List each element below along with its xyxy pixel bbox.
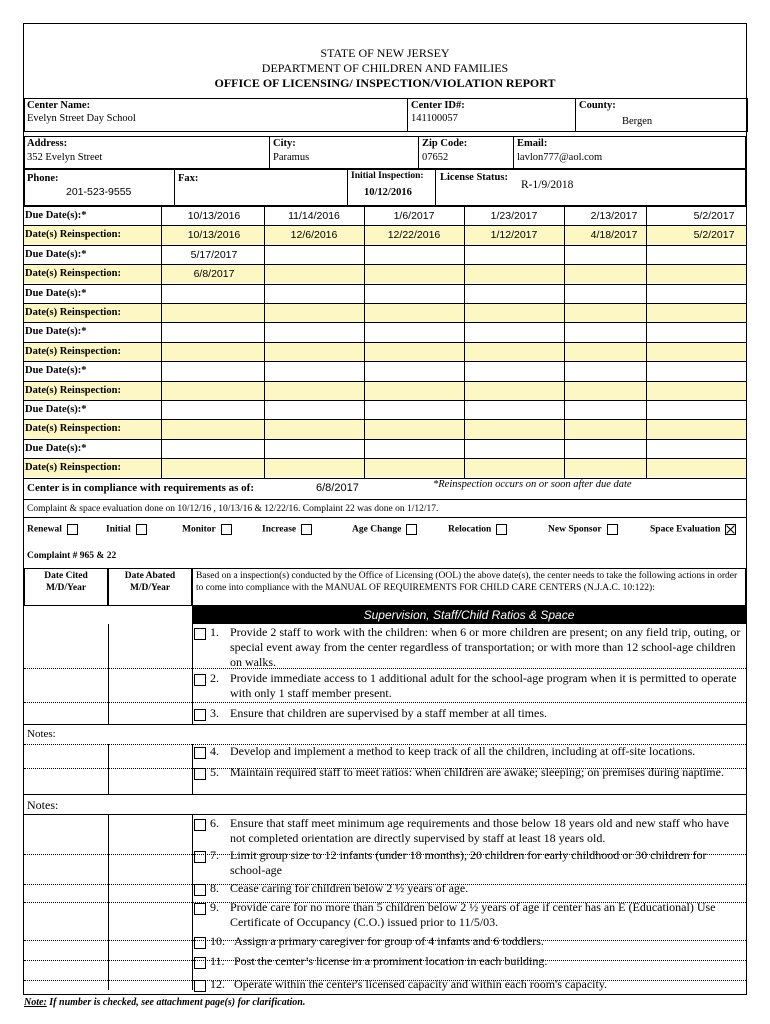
date-cell[interactable]: 12/22/2016: [387, 229, 441, 242]
requirement-item: [194, 816, 742, 846]
grid-rule: [24, 702, 746, 703]
requirement-checkbox[interactable]: [194, 903, 206, 915]
requirement-checkbox[interactable]: [194, 628, 206, 640]
date-cell[interactable]: 1/6/2017: [393, 210, 435, 222]
requirement-item: [194, 977, 742, 995]
state-header: STATE OF NEW JERSEY: [320, 46, 450, 60]
address-value: 352 Evelyn Street: [27, 152, 103, 163]
evaluation-type-label: Initial: [106, 524, 131, 535]
evaluation-type-label: Renewal: [27, 524, 62, 535]
requirement-item: [194, 744, 742, 762]
requirement-number: 12.: [210, 977, 225, 991]
reinspection-label: Date(s) Reinspection:: [25, 423, 121, 435]
requirement-checkbox[interactable]: [194, 957, 206, 969]
due-date-row: [24, 284, 746, 303]
requirement-checkbox[interactable]: [194, 747, 206, 759]
requirement-item: [194, 934, 742, 952]
date-cell[interactable]: 12/6/2016: [290, 229, 338, 242]
requirement-text: Operate within the center's licensed capacity and within each room's capacity.: [234, 977, 608, 991]
due-date-row: [24, 439, 746, 458]
requirement-number: 8.: [210, 881, 219, 895]
requirement-checkbox[interactable]: [194, 980, 206, 992]
due-date-row: [24, 245, 746, 264]
date-cell[interactable]: 1/12/2017: [490, 229, 538, 242]
reinspection-label: Date(s) Reinspection:: [25, 345, 121, 357]
reinspection-row: [24, 225, 746, 244]
evaluation-type-7: [650, 524, 736, 535]
compliance-label: Center is in compliance with requirements as of:: [27, 482, 255, 494]
initial-inspection-value: 10/12/2016: [364, 187, 412, 198]
evaluation-checkbox[interactable]: [406, 524, 417, 535]
date-cell[interactable]: 10/13/2016: [187, 210, 241, 222]
reinspection-row: [24, 303, 746, 322]
center-id-value: 141100057: [411, 113, 458, 124]
evaluation-checkbox[interactable]: [607, 524, 618, 535]
requirement-number: 9.: [210, 900, 219, 914]
date-cell[interactable]: 10/13/2016: [187, 229, 241, 242]
evaluation-type-6: [548, 524, 618, 535]
grid-rule: [24, 814, 746, 815]
requirement-item: [194, 954, 742, 972]
requirement-text: Ensure that staff meet minimum age requirements and those below 18 years old and new staff who have not completed orientation are directly supervised by staff at least 18 years old.: [230, 816, 730, 845]
requirement-number: 6.: [210, 816, 219, 830]
date-cell[interactable]: 6/8/2017: [193, 268, 235, 281]
date-cited-label: Date Cited M/D/Year: [44, 571, 88, 593]
requirement-text: Develop and implement a method to keep track of all the children, including at off-site locations.: [230, 744, 696, 758]
requirement-number: 4.: [210, 744, 219, 758]
requirement-text: Cease caring for children below 2 ½ years of age.: [230, 881, 469, 895]
requirement-number: 11.: [210, 954, 225, 968]
evaluation-types: [24, 524, 746, 540]
requirement-text: Limit group size to 12 infants (under 18 months), 20 children for early childhood or 30 children for school-age: [230, 848, 707, 877]
center-id-label: Center ID#:: [411, 100, 465, 111]
due-date-row: [24, 400, 746, 419]
requirement-item: [194, 765, 742, 795]
due-date-label: Due Date(s):*: [25, 287, 87, 299]
requirement-item: [194, 881, 742, 899]
date-abated-label: Date Abated M/D/Year: [124, 571, 176, 593]
requirement-number: 10.: [210, 934, 225, 948]
requirement-number: 1.: [210, 625, 219, 639]
evaluation-type-label: New Sponsor: [548, 524, 602, 535]
compliance-date: 6/8/2017: [316, 482, 359, 494]
evaluation-type-4: [352, 524, 417, 535]
requirement-text: Maintain required staff to meet ratios: when children are awake; sleeping; on premises during naptime.: [230, 765, 724, 779]
department-header: DEPARTMENT OF CHILDREN AND FAMILIES: [261, 61, 509, 75]
reinspection-row: [24, 458, 746, 477]
evaluation-checkbox[interactable]: [221, 524, 232, 535]
complaint-number: Complaint # 965 & 22: [27, 551, 117, 561]
due-date-row: [24, 322, 746, 341]
date-cell[interactable]: 5/2/2017: [693, 210, 735, 222]
license-status-value: R-1/9/2018: [521, 179, 574, 191]
evaluation-type-label: Increase: [262, 524, 297, 535]
requirement-text: Provide immediate access to 1 additional adult for the school-age program when it is permitted to operate with only 1 staff member present.: [230, 671, 737, 700]
date-cell[interactable]: 5/2/2017: [693, 229, 735, 242]
date-cell[interactable]: 2/13/2017: [590, 210, 638, 222]
requirement-checkbox[interactable]: [194, 768, 206, 780]
report-page: [23, 23, 747, 995]
evaluation-type-3: [262, 524, 312, 535]
initial-inspection-label: Initial Inspection:: [351, 171, 424, 181]
evaluation-type-2: [182, 524, 232, 535]
city-value: Paramus: [273, 152, 310, 163]
requirement-checkbox[interactable]: [194, 937, 206, 949]
requirement-text: Assign a primary caregiver for group of 4 infants and 6 toddlers.: [234, 934, 544, 948]
requirement-checkbox[interactable]: [194, 884, 206, 896]
evaluation-type-label: Age Change: [352, 524, 402, 535]
email-label: Email:: [517, 138, 548, 149]
due-date-label: Due Date(s):*: [25, 210, 87, 221]
requirement-checkbox[interactable]: [194, 819, 206, 831]
requirement-text: Provide 2 staff to work with the children: when 6 or more children are present; on any field trip, outing, or special event away from the center regardless of transportation; or with more than 12 school-age children on walks.: [230, 625, 741, 669]
grid-divider: [108, 744, 109, 794]
requirement-number: 5.: [210, 765, 219, 779]
requirement-number: 3.: [210, 706, 219, 720]
date-cell[interactable]: 4/18/2017: [590, 229, 638, 242]
evaluation-type-label: Space Evaluation: [650, 524, 721, 535]
reinspection-note: *Reinspection occurs on or soon after due date: [433, 479, 632, 490]
county-value: Bergen: [622, 116, 653, 127]
grid-divider: [192, 744, 193, 794]
date-cell[interactable]: 5/17/2017: [190, 248, 238, 261]
requirement-text: Provide care for no more than 5 children below 2 ½ years of age if center has an E (Educational) Use Certificate of Occupancy (C.O.) issued prior to 11/5/03.: [230, 900, 716, 929]
license-status-label: License Status:: [440, 172, 508, 183]
phone-label: Phone:: [27, 173, 59, 184]
evaluation-type-label: Relocation: [448, 524, 492, 535]
notes-label-2: Notes:: [27, 798, 59, 812]
evaluation-type-0: [27, 524, 78, 535]
requirement-item: [194, 625, 742, 670]
reinspection-label: Date(s) Reinspection:: [25, 384, 121, 396]
due-date-label: Due Date(s):*: [25, 248, 87, 260]
fax-label: Fax:: [178, 173, 199, 184]
reinspection-row: [24, 381, 746, 400]
center-name-label: Center Name:: [27, 100, 91, 111]
footer-note-label: Note:: [24, 997, 47, 1008]
requirement-text: Ensure that children are supervised by a staff member at all times.: [230, 706, 548, 720]
requirement-item: [194, 671, 742, 701]
date-cell[interactable]: 1/23/2017: [490, 210, 538, 222]
evaluation-checkbox[interactable]: [136, 524, 147, 535]
footer-note-text: If number is checked, see attachment page(s) for clarification.: [49, 997, 306, 1008]
email-value: lavlon777@aol.com: [517, 152, 603, 163]
intro-text: Based on a inspection(s) conducted by the Office of Licensing (OOL) the above date(s), the center needs to take the following actions in order to come into compliance with the MANUAL OF REQUIREMENTS FOR CHILD CARE CENTERS (N.J.A.C. 10:122):: [196, 571, 738, 593]
requirement-item: [194, 848, 742, 878]
reinspection-label: Date(s) Reinspection:: [25, 229, 121, 241]
due-date-label: Due Date(s):*: [25, 404, 87, 415]
report-title: OFFICE OF LICENSING/ INSPECTION/VIOLATION REPORT: [214, 76, 556, 90]
section-title: Supervision, Staff/Child Ratios & Space: [192, 606, 746, 624]
notes-label-1: Notes:: [27, 728, 56, 740]
zip-value: 07652: [422, 152, 449, 163]
reinspection-row: [24, 264, 746, 283]
evaluation-checkbox[interactable]: [67, 524, 78, 535]
due-date-label: Due Date(s):*: [25, 365, 87, 377]
reinspection-label: Date(s) Reinspection:: [25, 268, 121, 280]
reinspection-label: Date(s) Reinspection:: [25, 462, 121, 474]
address-row: [24, 136, 746, 169]
reinspection-label: Date(s) Reinspection:: [25, 307, 121, 318]
city-label: City:: [273, 138, 296, 149]
date-cell[interactable]: 11/14/2016: [288, 210, 340, 222]
due-date-row: [24, 361, 746, 380]
due-date-label: Due Date(s):*: [25, 326, 87, 338]
requirement-item: [194, 900, 742, 930]
requirement-checkbox[interactable]: [194, 851, 206, 863]
requirement-checkbox[interactable]: [194, 674, 206, 686]
evaluation-checkbox[interactable]: [496, 524, 507, 535]
evaluation-type-label: Monitor: [182, 524, 216, 535]
evaluation-type-5: [448, 524, 507, 535]
due-date-row: [24, 206, 746, 225]
reinspection-row: [24, 419, 746, 438]
address-label: Address:: [27, 138, 68, 149]
requirement-checkbox[interactable]: [194, 709, 206, 721]
phone-value: 201-523-9555: [66, 186, 132, 198]
zip-label: Zip Code:: [422, 138, 468, 149]
footer-note: [24, 997, 305, 1008]
grid-divider: [108, 624, 109, 724]
evaluation-checkbox[interactable]: [301, 524, 312, 535]
requirement-item: [194, 706, 742, 724]
evaluation-checkbox[interactable]: [725, 524, 736, 535]
requirement-number: 2.: [210, 671, 219, 685]
grid-rule: [24, 724, 746, 725]
complaint-note: Complaint & space evaluation done on 10/12/16 , 10/13/16 & 12/22/16. Complaint 22 was done on 1/12/17.: [27, 504, 439, 514]
requirement-number: 7.: [210, 848, 219, 862]
center-name-value: Evelyn Street Day School: [27, 113, 136, 124]
evaluation-type-1: [106, 524, 147, 535]
requirement-text: Post the center’s license in a prominent location in each building.: [234, 954, 548, 968]
due-date-label: Due Date(s):*: [25, 442, 87, 454]
dates-grid: [24, 206, 746, 478]
reinspection-row: [24, 342, 746, 361]
grid-divider: [192, 624, 193, 724]
county-label: County:: [579, 100, 616, 111]
